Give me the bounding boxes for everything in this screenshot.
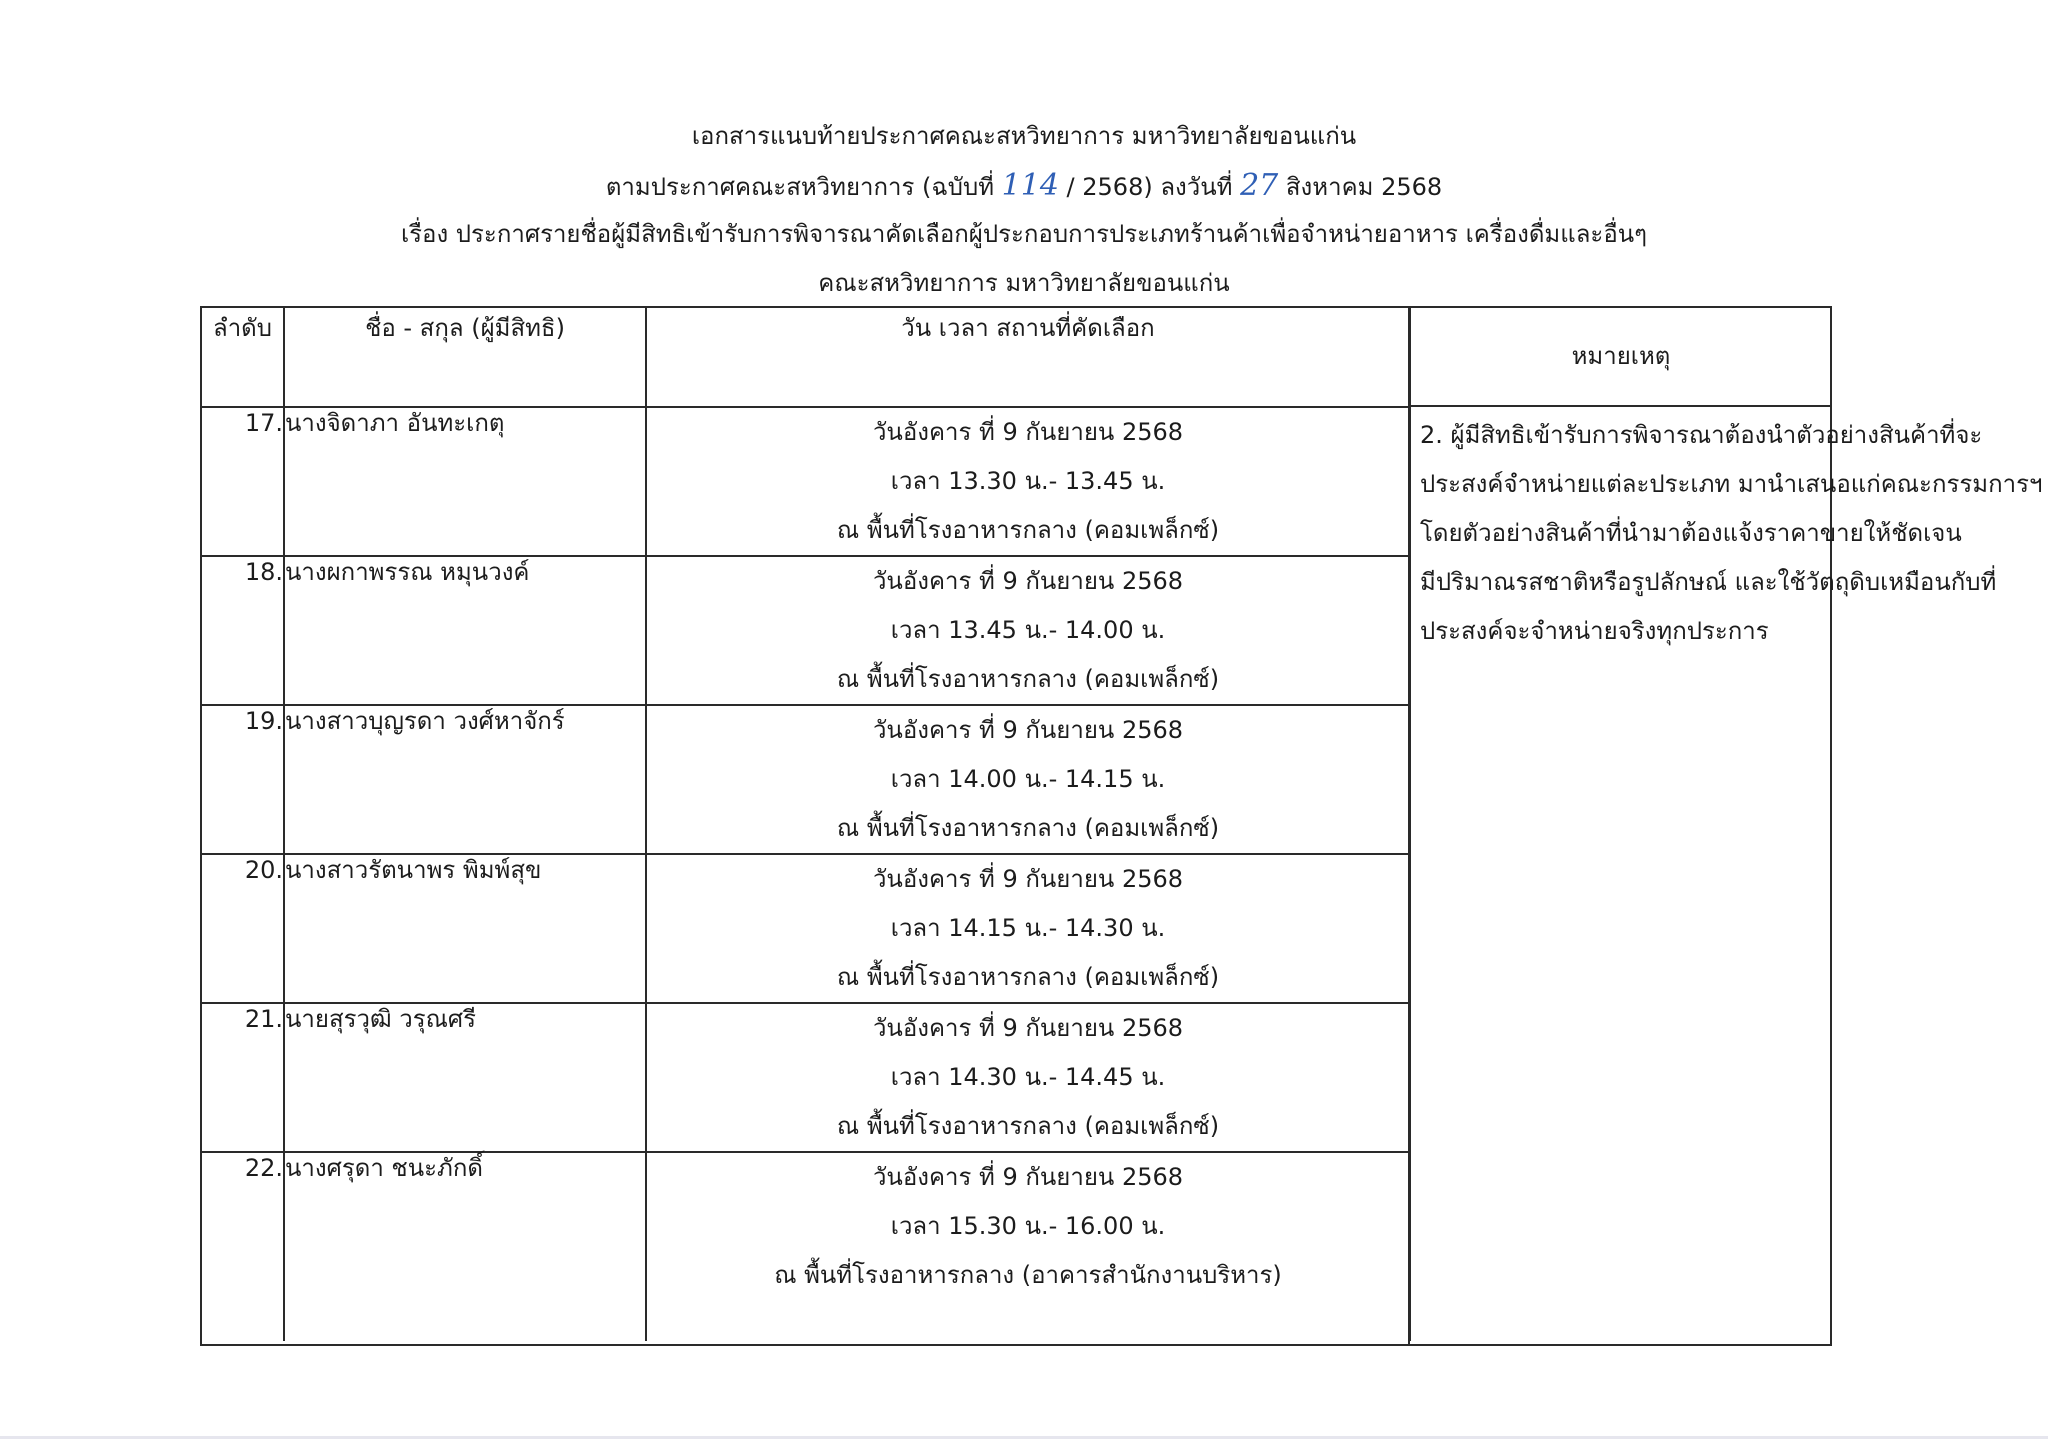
candidate-name-text: นางสาวบุญรดา วงศ์หาจักร์ xyxy=(285,707,565,735)
schedule-place: ณ พื้นที่โรงอาหารกลาง (คอมเพล็กซ์) xyxy=(836,1112,1220,1140)
remark-line: ประสงค์จะจำหน่ายจริงทุกประการ xyxy=(1420,617,1769,645)
column-header-name: ชื่อ - สกุล (ผู้มีสิทธิ) xyxy=(284,308,646,407)
candidate-name xyxy=(284,1003,646,1152)
schedule-cell xyxy=(646,556,1410,705)
remark-line: ประสงค์จำหน่ายแต่ละประเภท มานำเสนอแก่คณะกรรมการฯ xyxy=(1420,470,2043,498)
candidate-name-text: นางสาวรัตนาพร พิมพ์สุข xyxy=(285,856,542,884)
remarks-cell xyxy=(1408,407,2043,1344)
row-number-text: 22. xyxy=(244,1154,283,1182)
header-line-1: เอกสารแนบท้ายประกาศคณะสหวิทยาการ มหาวิทยาลัยขอนแก่น xyxy=(691,122,1357,150)
table-row xyxy=(202,556,1410,705)
table-row xyxy=(202,407,1410,556)
candidate-grid xyxy=(202,308,1411,1341)
row-number-text: 19. xyxy=(244,707,283,735)
candidate-name-text: นายสุรวุฒิ วรุณศรี xyxy=(285,1005,477,1033)
schedule-date: วันอังคาร ที่ 9 กันยายน 2568 xyxy=(872,716,1184,744)
row-number xyxy=(202,1152,284,1341)
header-line-2-prefix: ตามประกาศคณะสหวิทยาการ (ฉบับที่ xyxy=(605,173,1002,201)
column-header-schedule: วัน เวลา สถานที่คัดเลือก xyxy=(646,308,1410,407)
schedule-place: ณ พื้นที่โรงอาหารกลาง (คอมเพล็กซ์) xyxy=(836,963,1220,991)
schedule-cell xyxy=(646,854,1410,1003)
remark-line: โดยตัวอย่างสินค้าที่นำมาต้องแจ้งราคาขายให้ชัดเจน xyxy=(1420,519,1962,547)
schedule-date: วันอังคาร ที่ 9 กันยายน 2568 xyxy=(872,1014,1184,1042)
schedule-place: ณ พื้นที่โรงอาหารกลาง (อาคารสำนักงานบริหาร) xyxy=(774,1261,1282,1289)
row-number xyxy=(202,1003,284,1152)
candidate-name xyxy=(284,854,646,1003)
schedule-time: เวลา 15.30 น.- 16.00 น. xyxy=(890,1212,1166,1240)
candidate-name-text: นางจิดาภา อันทะเกตุ xyxy=(285,409,505,437)
schedule-date: วันอังคาร ที่ 9 กันยายน 2568 xyxy=(872,1163,1184,1191)
candidate-name-text: นางศรุดา ชนะภักดิ์ xyxy=(285,1154,483,1182)
row-number-text: 18. xyxy=(244,558,283,586)
schedule-time: เวลา 14.00 น.- 14.15 น. xyxy=(890,765,1166,793)
candidate-name xyxy=(284,407,646,556)
schedule-time: เวลา 13.30 น.- 13.45 น. xyxy=(890,467,1166,495)
schedule-date: วันอังคาร ที่ 9 กันยายน 2568 xyxy=(872,418,1184,446)
announcement-number: 114 xyxy=(1001,168,1059,203)
column-header-order: ลำดับ xyxy=(202,308,284,407)
row-number-text: 21. xyxy=(244,1005,283,1033)
row-number-text: 20. xyxy=(244,856,283,884)
header-line-2 xyxy=(0,161,2048,210)
table-row xyxy=(202,1003,1410,1152)
candidate-table xyxy=(200,306,2043,1346)
table-row xyxy=(202,1152,1410,1341)
table-row xyxy=(202,705,1410,854)
candidate-name xyxy=(284,556,646,705)
remark-line: มีปริมาณรสชาติหรือรูปลักษณ์ และใช้วัตถุดิบเหมือนกับที่ xyxy=(1420,568,1997,596)
table-header-row xyxy=(202,308,1410,407)
header-line-2-mid: / 2568) ลงวันที่ xyxy=(1058,173,1241,201)
schedule-cell xyxy=(646,1003,1410,1152)
schedule-date: วันอังคาร ที่ 9 กันยายน 2568 xyxy=(872,567,1184,595)
row-number xyxy=(202,705,284,854)
header-line-3: เรื่อง ประกาศรายชื่อผู้มีสิทธิเข้ารับการพิจารณาคัดเลือกผู้ประกอบการประเภทร้านค้าเพื่อจำหน่ายอาหาร เครื่องดื่มและอื่นๆ xyxy=(400,220,1648,248)
schedule-place: ณ พื้นที่โรงอาหารกลาง (คอมเพล็กซ์) xyxy=(836,814,1220,842)
column-header-remarks: หมายเหตุ xyxy=(1408,308,1832,407)
schedule-time: เวลา 13.45 น.- 14.00 น. xyxy=(890,616,1166,644)
header-line-2-suffix: สิงหาคม 2568 xyxy=(1278,173,1443,201)
schedule-place: ณ พื้นที่โรงอาหารกลาง (คอมเพล็กซ์) xyxy=(836,665,1220,693)
candidate-name-text: นางผกาพรรณ หมุนวงค์ xyxy=(285,558,530,586)
remark-line: 2. ผู้มีสิทธิเข้ารับการพิจารณาต้องนำตัวอย่างสินค้าที่จะ xyxy=(1420,421,1983,449)
row-number xyxy=(202,556,284,705)
header-line-4: คณะสหวิทยาการ มหาวิทยาลัยขอนแก่น xyxy=(818,269,1230,297)
row-number-text: 17. xyxy=(244,409,283,437)
schedule-cell xyxy=(646,705,1410,854)
schedule-date: วันอังคาร ที่ 9 กันยายน 2568 xyxy=(872,865,1184,893)
schedule-place: ณ พื้นที่โรงอาหารกลาง (คอมเพล็กซ์) xyxy=(836,516,1220,544)
announcement-day: 27 xyxy=(1240,168,1279,203)
schedule-time: เวลา 14.15 น.- 14.30 น. xyxy=(890,914,1166,942)
candidate-name xyxy=(284,1152,646,1341)
row-number xyxy=(202,407,284,556)
table-row xyxy=(202,854,1410,1003)
document-header xyxy=(0,112,2048,308)
candidate-name xyxy=(284,705,646,854)
schedule-cell xyxy=(646,1152,1410,1341)
row-number xyxy=(202,854,284,1003)
scan-edge-divider xyxy=(0,1436,2048,1439)
schedule-time: เวลา 14.30 น.- 14.45 น. xyxy=(890,1063,1166,1091)
schedule-cell xyxy=(646,407,1410,556)
